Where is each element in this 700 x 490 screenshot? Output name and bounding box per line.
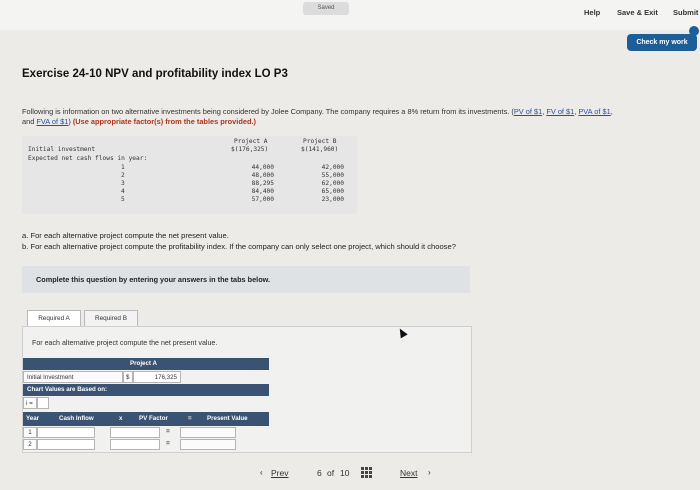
initial-investment-label: Initial investment <box>28 146 96 153</box>
pv-table-link[interactable]: PV of $1 <box>513 107 543 116</box>
tab-required-b[interactable]: Required B <box>84 310 138 327</box>
op-equals-header: = <box>188 415 192 422</box>
next-button[interactable]: Next <box>400 468 418 478</box>
factor-hint: (Use appropriate factor(s) from the tables provided.) <box>72 117 256 126</box>
tab-required-a[interactable]: Required A <box>27 310 81 327</box>
interest-rate-input[interactable] <box>37 397 49 409</box>
grid-icon[interactable] <box>361 467 372 478</box>
year-label: 1 <box>121 164 125 171</box>
questions <box>22 230 456 252</box>
pva-table-link[interactable]: PVA of $1 <box>578 107 611 116</box>
fv-table-link[interactable]: FV of $1 <box>546 107 575 116</box>
saved-indicator: Saved <box>303 2 349 15</box>
exercise-title: Exercise 24-10 NPV and profitability index LO P3 <box>22 68 288 80</box>
col-project-a: Project A <box>234 138 268 145</box>
op-times-header: x <box>119 415 123 422</box>
present-value-cell <box>180 439 236 450</box>
year-label: 4 <box>121 188 125 195</box>
chart-values-label: Chart Values are Based on: <box>27 386 108 393</box>
col-project-b: Project B <box>303 138 337 145</box>
flow-a: 48,000 <box>251 172 274 179</box>
flow-a: 88,295 <box>251 180 274 187</box>
page-of: of <box>327 468 335 478</box>
chevron-left-icon[interactable]: ‹ <box>260 468 263 477</box>
instructions-box <box>22 266 470 293</box>
submit-button[interactable]: Submit <box>673 8 699 17</box>
currency-symbol: $ <box>123 371 133 383</box>
project-header-bar <box>23 358 269 370</box>
pv-factor-input[interactable] <box>110 439 160 450</box>
op-equals: = <box>166 440 170 447</box>
flow-a: 57,000 <box>251 196 274 203</box>
op-equals: = <box>166 428 170 435</box>
cash-inflow-input[interactable] <box>37 427 95 438</box>
year-label: 2 <box>121 172 125 179</box>
initial-a: $(176,325) <box>231 146 269 153</box>
initial-b: $(141,960) <box>301 146 339 153</box>
help-button[interactable]: Help <box>584 8 601 17</box>
cashflow-label: Expected net cash flows in year: <box>28 155 148 162</box>
year-cell: 2 <box>23 439 37 450</box>
col-pv-factor: PV Factor <box>139 415 168 422</box>
interest-label: i = <box>23 397 37 409</box>
prev-button[interactable]: Prev <box>271 468 289 478</box>
col-cash-inflow: Cash Inflow <box>59 415 94 422</box>
link-separator: and <box>22 117 35 126</box>
project-label: Project A <box>130 360 157 367</box>
question-b: b. For each alternative project compute the profitability index. If the company can only select one project, which should it choose? <box>22 242 456 251</box>
year-cell: 1 <box>23 427 37 438</box>
chevron-right-icon[interactable]: › <box>428 468 431 477</box>
col-present-value: Present Value <box>207 415 248 422</box>
panel-prompt: For each alternative project compute the net present value. <box>32 339 218 347</box>
year-label: 5 <box>121 196 125 203</box>
year-label: 3 <box>121 180 125 187</box>
save-exit-button[interactable]: Save & Exit <box>617 8 658 17</box>
flow-a: 44,000 <box>251 164 274 171</box>
instructions-text: Complete this question by entering your answers in the tabs below. <box>36 275 271 284</box>
initial-investment-label: Initial Investment <box>23 371 123 383</box>
fva-table-link[interactable]: FVA of $1 <box>36 117 69 126</box>
exercise-intro: Following is information on two alternative investments being considered by Jolee Company. The company requires a 8% return from its investments. (PV of $1, FV of $1, PVA of $1, and FVA of $1) (Use appropriate factor(s) from the tables provided.) <box>22 107 613 126</box>
page-total: 10 <box>340 468 350 478</box>
chart-values-bar <box>23 384 269 396</box>
cash-inflow-input[interactable] <box>37 439 95 450</box>
columns-header-bar <box>23 412 269 426</box>
flow-b: 23,000 <box>321 196 344 203</box>
pv-factor-input[interactable] <box>110 427 160 438</box>
present-value-cell <box>180 427 236 438</box>
flow-b: 55,000 <box>321 172 344 179</box>
intro-text: Following is information on two alternative investments being considered by Jolee Company. The company requires a 8% return from its investments. <box>22 107 510 116</box>
page-current: 6 <box>317 468 322 478</box>
col-year: Year <box>26 415 40 422</box>
flow-b: 62,000 <box>321 180 344 187</box>
check-my-work-button[interactable]: Check my work <box>627 34 697 51</box>
flow-a: 84,400 <box>251 188 274 195</box>
initial-investment-input[interactable]: 176,325 <box>133 371 181 383</box>
question-a: a. For each alternative project compute the net present value. <box>22 231 229 240</box>
flow-b: 65,000 <box>321 188 344 195</box>
investment-table <box>22 136 357 214</box>
flow-b: 42,000 <box>321 164 344 171</box>
